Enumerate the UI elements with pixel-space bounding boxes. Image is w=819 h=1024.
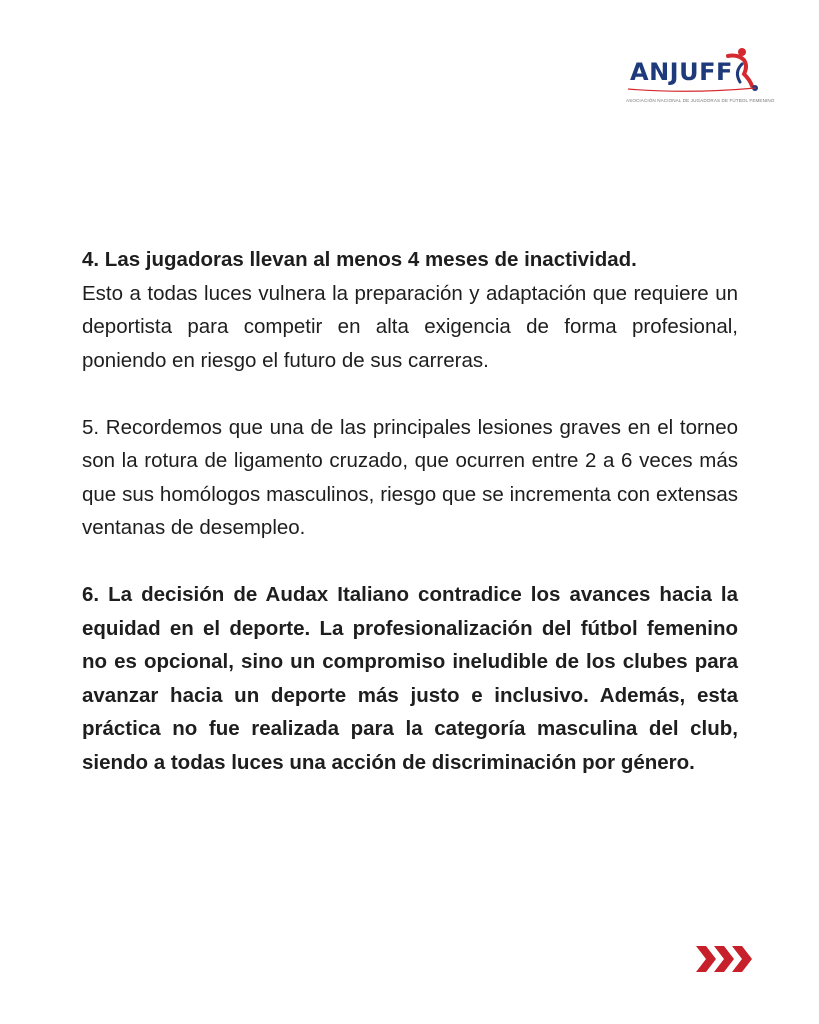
anjuff-logo — [622, 46, 775, 112]
point-4-body: Esto a todas luces vulnera la preparación y adaptación que requiere un deportista para competir en alta exigencia de forma profesional, poniendo en riesgo el futuro de sus carreras. — [82, 281, 738, 372]
triple-chevron-right-icon[interactable] — [694, 944, 756, 974]
point-4-heading: 4. Las jugadoras llevan al menos 4 meses de inactividad. — [82, 248, 637, 271]
point-5: 5. Recordemos que una de las principales lesiones graves en el torneo son la rotura de ligamento cruzado, que ocurren entre 2 a 6 veces más que sus homólogos masculinos, riesgo que se incrementa con extensas ventanas de desempleo. — [82, 415, 738, 539]
point-4 — [82, 243, 738, 377]
logo-swoosh — [628, 86, 756, 94]
logo-wordmark: ANJUFF — [630, 58, 733, 86]
logo-subtitle: ASOCIACIÓN NACIONAL DE JUGADORAS DE FÚTBOL FEMENINO — [626, 98, 775, 103]
point-6: 6. La decisión de Audax Italiano contradice los avances hacia la equidad en el deporte. La profesionalización del fútbol femenino no es opcional, sino un compromiso ineludible de los clubes para avanzar hacia un deporte más justo e inclusivo. Además, esta práctica no fue realizada para la categoría masculina del club, siendo a todas luces una acción de discriminación por género. — [82, 583, 738, 774]
statement-body — [82, 243, 738, 813]
